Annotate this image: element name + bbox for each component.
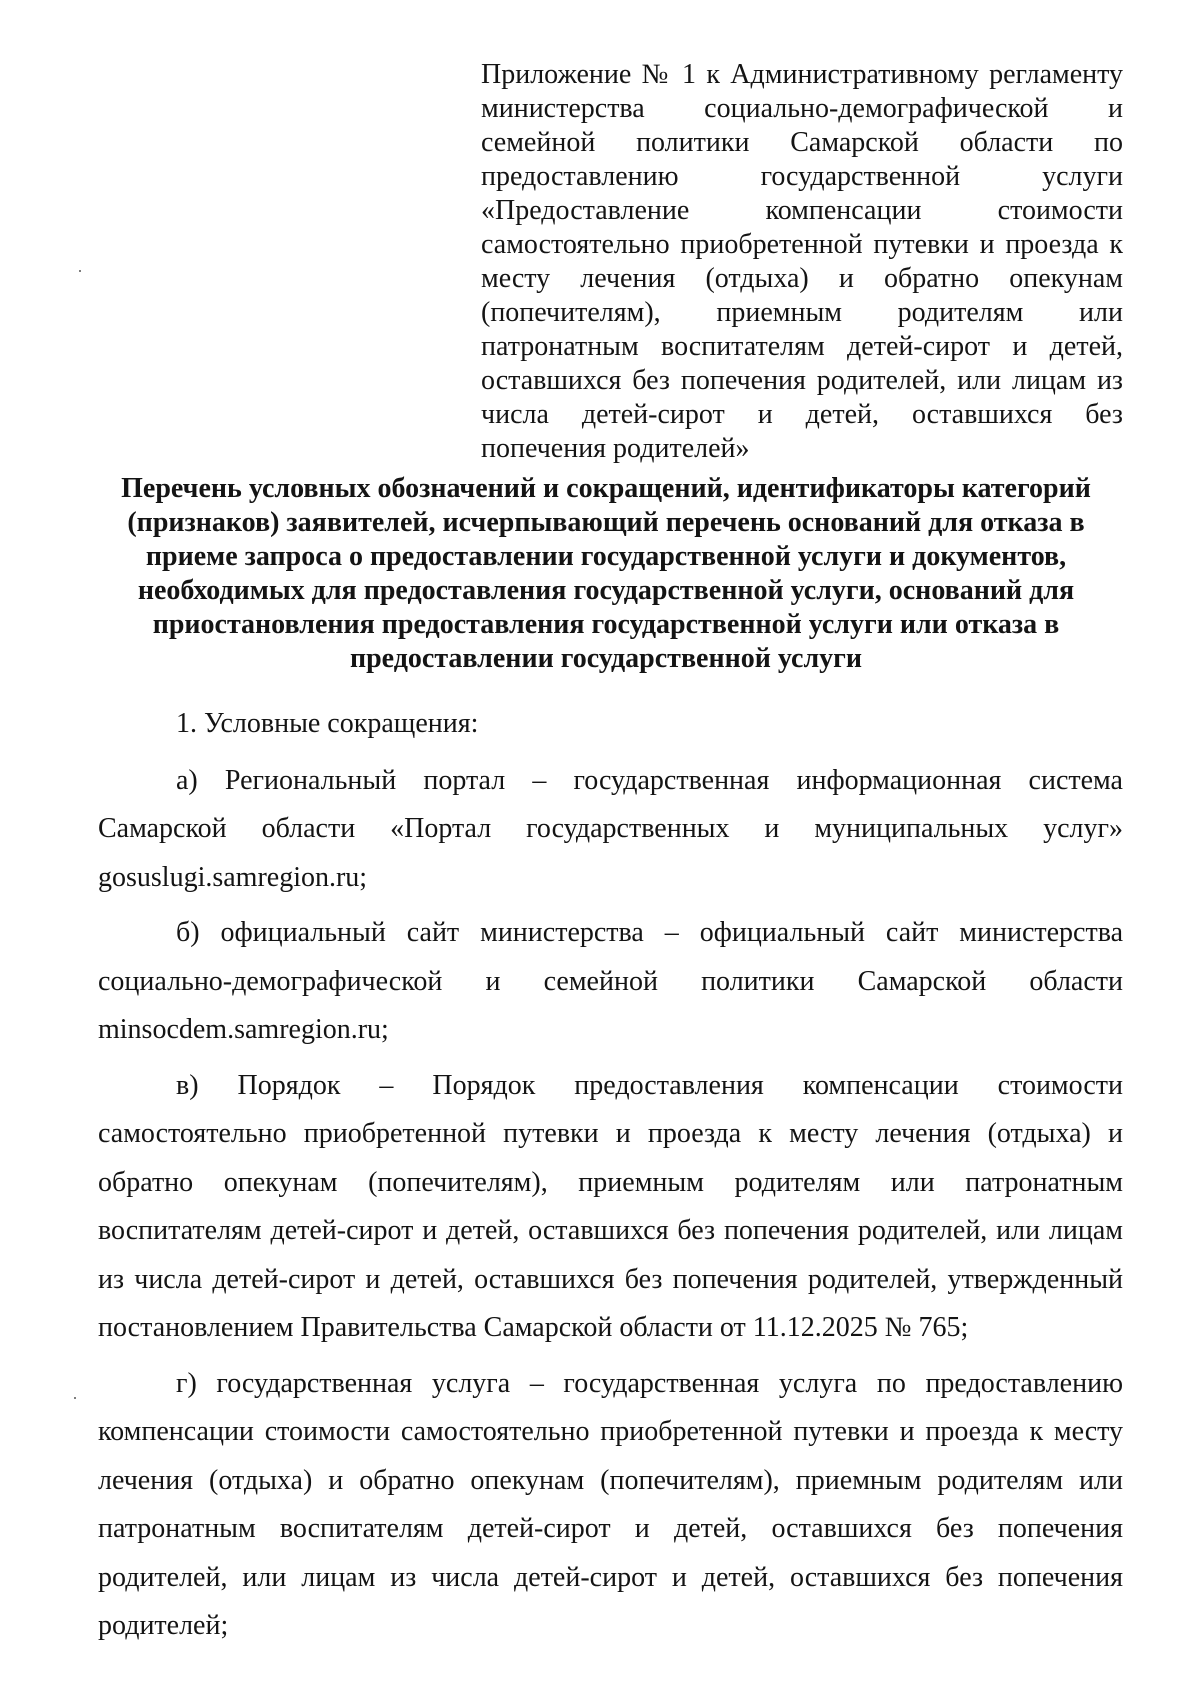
scan-speck xyxy=(79,270,81,272)
document-heading: Перечень условных обозначений и сокращений, идентификаторы категорий (признаков) заявителей, исчерпывающий перечень оснований для отказа в приеме запроса о предоставлении государственной услуги и документов, необходимых для предоставления государственной услуги, оснований для приостановления предоставления государственной услуги или отказа в предоставлении государственной услуги xyxy=(121,473,1091,674)
definition-item-b: б) официальный сайт министерства – официальный сайт министерства социально-демографической и семейной политики Самарской области minsocdem.samregion.ru; xyxy=(98,917,1123,1045)
document-body xyxy=(98,700,1123,1658)
section-title: 1. Условные сокращения: xyxy=(176,708,479,739)
annex-note: Приложение № 1 к Административному регламенту министерства социально-демографической и семейной политики Самарской области по предоставлению государственной услуги «Предоставление компенсации стоимости самостоятельно приобретенной путевки и проезда к месту лечения (отдыха) и обратно опекунам (попечителям), приемным родителям или патронатным воспитателям детей-сирот и детей, оставшихся без попечения родителей, или лицам из числа детей-сирот и детей, оставшихся без попечения родителей» xyxy=(481,59,1123,464)
definition-item-v: в) Порядок – Порядок предоставления компенсации стоимости самостоятельно приобретенной путевки и проезда к месту лечения (отдыха) и обратно опекунам (попечителям), приемным родителям или патронатным воспитателям детей-сирот и детей, оставшихся без попечения родителей, или лицам из числа детей-сирот и детей, оставшихся без попечения родителей, утвержденный постановлением Правительства Самарской области от 11.12.2025 № 765; xyxy=(98,1069,1123,1343)
scan-speck xyxy=(74,1397,76,1399)
definition-item-g: г) государственная услуга – государственная услуга по предоставлению компенсации стоимости самостоятельно приобретенной путевки и проезда к месту лечения (отдыха) и обратно опекунам (попечителям), приемным родителям или патронатным воспитателям детей-сирот и детей, оставшихся без попечения родителей, или лицам из числа детей-сирот и детей, оставшихся без попечения родителей; xyxy=(98,1367,1123,1641)
definition-item-a: а) Региональный портал – государственная информационная система Самарской области «Портал государственных и муниципальных услуг» gosuslugi.samregion.ru; xyxy=(98,764,1123,893)
